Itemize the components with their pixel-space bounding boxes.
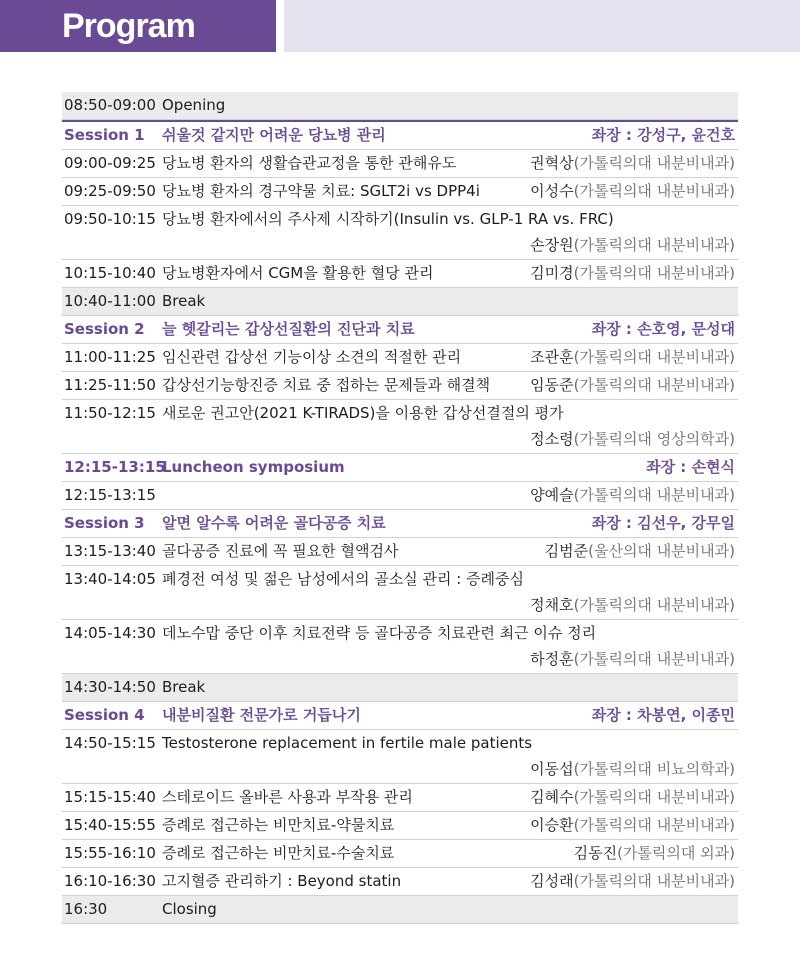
program-row <box>62 784 738 812</box>
program-row <box>62 538 738 566</box>
row-time: 15:55-16:10 <box>64 844 156 862</box>
speaker <box>530 812 735 839</box>
header-bar <box>0 0 276 52</box>
speaker-name: 이성수 <box>530 182 574 200</box>
program-row <box>62 840 738 868</box>
speaker <box>530 868 735 895</box>
program-row <box>62 868 738 896</box>
program-row <box>62 206 738 260</box>
row-time: 11:25-11:50 <box>64 376 156 394</box>
session-chair: 좌장 : 손호영, 문성대 <box>591 320 735 338</box>
program-row <box>62 620 738 674</box>
speaker <box>530 232 735 259</box>
speaker-affiliation: (가톨릭의대 외과) <box>617 844 735 862</box>
speaker <box>530 178 735 205</box>
row-title: 새로운 권고안(2021 K-TIRADS)을 이용한 갑상선결절의 평가 <box>162 404 564 422</box>
row-title: Break <box>162 292 206 310</box>
row-title: 스테로이드 올바른 사용과 부작용 관리 <box>162 788 413 806</box>
row-time: 15:15-15:40 <box>64 788 156 806</box>
speaker-name: 하정훈 <box>530 650 574 668</box>
speaker-affiliation: (가톨릭의대 내분비내과) <box>573 596 735 614</box>
speaker-affiliation: (가톨릭의대 내분비내과) <box>573 788 735 806</box>
session-chair: 좌장 : 김선우, 강무일 <box>591 514 735 532</box>
speaker-affiliation: (가톨릭의대 내분비내과) <box>573 816 735 834</box>
row-time: 11:50-12:15 <box>64 404 156 422</box>
speaker-affiliation: (가톨릭의대 내분비내과) <box>573 348 735 366</box>
session-chair: 좌장 : 강성구, 윤건호 <box>591 126 735 144</box>
row-title: 고지혈증 관리하기 : Beyond statin <box>162 872 402 890</box>
speaker <box>530 372 735 399</box>
speaker-affiliation: (가톨릭의대 내분비내과) <box>573 154 735 172</box>
session-label: 12:15-13:15 <box>64 458 166 476</box>
session-label: Session 3 <box>64 514 145 532</box>
row-title: 임신관련 갑상선 기능이상 소견의 적절한 관리 <box>162 348 462 366</box>
speaker-affiliation: (울산의대 내분비내과) <box>588 542 735 560</box>
session-header <box>62 510 738 538</box>
speaker-name: 김범준 <box>544 542 589 560</box>
speaker <box>530 784 735 811</box>
row-time: 09:00-09:25 <box>64 154 156 172</box>
speaker <box>530 150 735 177</box>
row-time: 14:30-14:50 <box>64 678 156 696</box>
session-header <box>62 316 738 344</box>
session-label: Session 2 <box>64 320 145 338</box>
program-row <box>62 566 738 620</box>
speaker-name: 정소령 <box>530 430 574 448</box>
row-time: 12:15-13:15 <box>64 486 156 504</box>
row-title: 당뇨병환자에서 CGM을 활용한 혈당 관리 <box>162 264 434 282</box>
row-time: 13:15-13:40 <box>64 542 156 560</box>
program-row <box>62 372 738 400</box>
row-time: 14:05-14:30 <box>64 624 156 642</box>
row-time: 09:25-09:50 <box>64 182 156 200</box>
speaker-affiliation: (가톨릭의대 내분비내과) <box>573 486 735 504</box>
speaker-name: 김성래 <box>530 872 574 890</box>
speaker-affiliation: (가톨릭의대 내분비내과) <box>573 236 735 254</box>
session-chair: 좌장 : 손현식 <box>646 458 735 476</box>
program-row <box>62 150 738 178</box>
row-time: 08:50-09:00 <box>64 96 156 114</box>
session-header <box>62 702 738 730</box>
program-row <box>62 260 738 288</box>
speaker-name: 정채호 <box>530 596 574 614</box>
row-time: 09:50-10:15 <box>64 210 156 228</box>
program-row <box>62 400 738 454</box>
row-title: 증례로 접근하는 비만치료-약물치료 <box>162 816 395 834</box>
row-time: 15:40-15:55 <box>64 816 156 834</box>
program-row <box>62 178 738 206</box>
speaker-affiliation: (가톨릭의대 영상의학과) <box>573 430 735 448</box>
session-label: Session 1 <box>64 126 145 144</box>
row-time: 10:15-10:40 <box>64 264 156 282</box>
row-title: 갑상선기능항진증 치료 중 접하는 문제들과 해결책 <box>162 376 491 394</box>
speaker <box>530 426 735 453</box>
speaker <box>530 260 735 287</box>
speaker <box>574 840 735 867</box>
speaker-affiliation: (가톨릭의대 내분비내과) <box>573 376 735 394</box>
row-time: 16:10-16:30 <box>64 872 156 890</box>
speaker-name: 김미경 <box>530 264 574 282</box>
row-title: 당뇨병 환자의 생활습관교정을 통한 관해유도 <box>162 154 457 172</box>
row-time: 16:30 <box>64 900 108 918</box>
program-row <box>62 896 738 924</box>
speaker <box>545 538 735 565</box>
speaker-affiliation: (가톨릭의대 내분비내과) <box>573 650 735 668</box>
session-title: 늘 헷갈리는 갑상선질환의 진단과 치료 <box>162 320 415 338</box>
row-title: 당뇨병 환자에서의 주사제 시작하기(Insulin vs. GLP-1 RA vs. FRC) <box>162 210 614 228</box>
program-row <box>62 288 738 316</box>
speaker <box>530 756 735 783</box>
speaker-name: 손장원 <box>530 236 574 254</box>
program-row <box>62 482 738 510</box>
row-title: Break <box>162 678 206 696</box>
row-title: 폐경전 여성 및 젊은 남성에서의 골소실 관리 : 증례중심 <box>162 570 524 588</box>
speaker-name: 김동진 <box>573 844 618 862</box>
row-title: 증례로 접근하는 비만치료-수술치료 <box>162 844 395 862</box>
session-title: 알면 알수록 어려운 골다공증 치료 <box>162 514 386 532</box>
speaker-affiliation: (가톨릭의대 내분비내과) <box>573 872 735 890</box>
session-header <box>62 454 738 482</box>
speaker-name: 권혁상 <box>530 154 574 172</box>
program-table <box>62 92 738 924</box>
session-title: Luncheon symposium <box>162 458 345 476</box>
row-title: Opening <box>162 96 226 114</box>
row-title: Closing <box>162 900 217 918</box>
speaker-name: 이동섭 <box>530 760 574 778</box>
session-title: 쉬울것 같지만 어려운 당뇨병 관리 <box>162 126 386 144</box>
program-row <box>62 812 738 840</box>
speaker-affiliation: (가톨릭의대 내분비내과) <box>573 264 735 282</box>
session-title: 내분비질환 전문가로 거듭나기 <box>162 706 361 724</box>
session-chair: 좌장 : 차봉연, 이종민 <box>591 706 735 724</box>
speaker <box>530 482 735 509</box>
row-title: 당뇨병 환자의 경구약물 치료: SGLT2i vs DPP4i <box>162 182 480 200</box>
speaker <box>530 646 735 673</box>
row-title: 데노수맙 중단 이후 치료전략 등 골다공증 치료관련 최근 이슈 정리 <box>162 624 597 642</box>
program-row <box>62 92 738 120</box>
row-time: 13:40-14:05 <box>64 570 156 588</box>
row-title: 골다공증 진료에 꼭 필요한 혈액검사 <box>162 542 399 560</box>
row-time: 14:50-15:15 <box>64 734 156 752</box>
program-row <box>62 674 738 702</box>
speaker-name: 조관훈 <box>530 348 574 366</box>
speaker-affiliation: (가톨릭의대 내분비내과) <box>573 182 735 200</box>
row-title: Testosterone replacement in fertile male patients <box>162 734 533 752</box>
program-row <box>62 730 738 784</box>
page-title: Program <box>62 7 195 45</box>
row-time: 10:40-11:00 <box>64 292 156 310</box>
speaker <box>530 344 735 371</box>
speaker-affiliation: (가톨릭의대 비뇨의학과) <box>573 760 735 778</box>
session-label: Session 4 <box>64 706 145 724</box>
program-row <box>62 344 738 372</box>
session-header <box>62 120 738 150</box>
speaker-name: 이승환 <box>530 816 574 834</box>
speaker-name: 양예슬 <box>530 486 574 504</box>
speaker <box>530 592 735 619</box>
speaker-name: 김혜수 <box>530 788 574 806</box>
header-band <box>284 0 800 52</box>
speaker-name: 임동준 <box>530 376 574 394</box>
row-time: 11:00-11:25 <box>64 348 156 366</box>
